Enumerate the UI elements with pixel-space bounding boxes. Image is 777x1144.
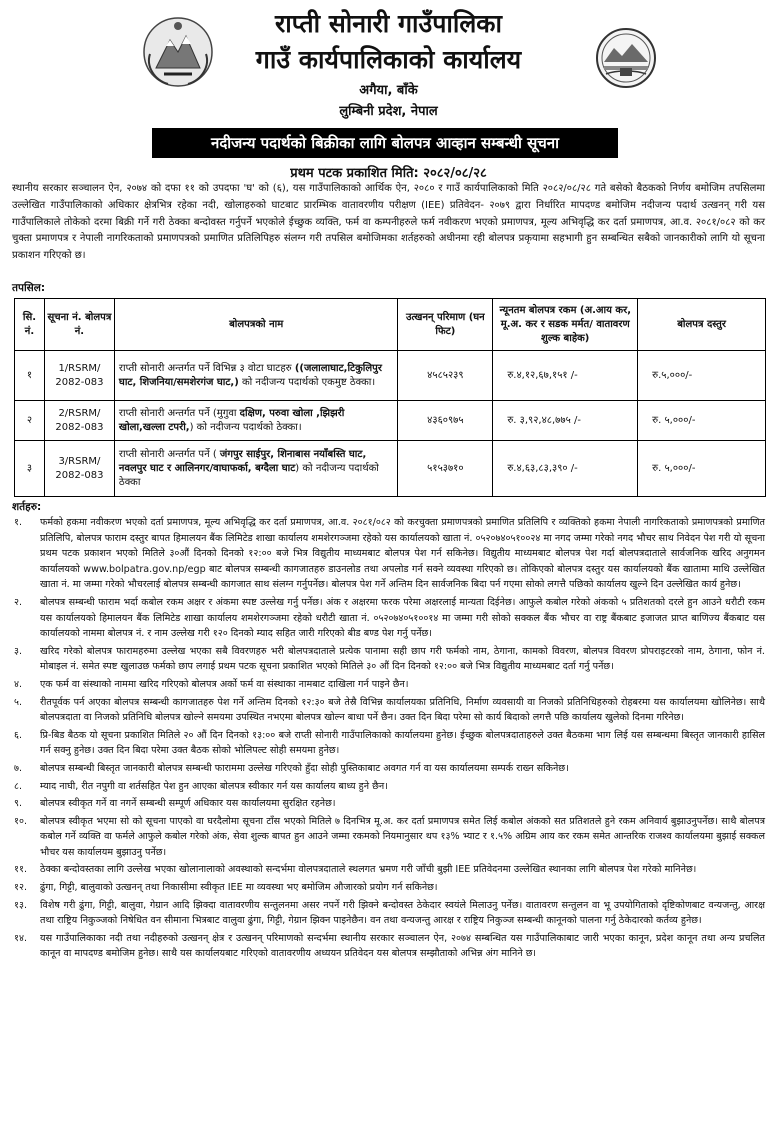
terms-list: [14, 515, 765, 964]
cell-volume: ५१५३७१०: [398, 441, 493, 497]
list-item: [14, 677, 765, 693]
col-header-min-amount: न्यूनतम बोलपत्र रकम (अ.आय कर, मू.अ. कर र सडक मर्मत/ वातावरण शुल्क बाहेक): [493, 299, 638, 351]
term-number: १.: [14, 517, 23, 528]
term-number: १४.: [14, 932, 28, 944]
term-text: म्याद नाघी, रीत नपुगी वा शर्तसहित पेश हुन आएका बोलपत्र स्वीकार गर्न यस कार्यालय बाध्य हुने छैन।: [40, 780, 388, 792]
cell-name: [114, 441, 398, 497]
cell-fee: रु.५,०००/-: [638, 351, 766, 401]
term-number: ६.: [14, 729, 23, 741]
list-item: [14, 796, 765, 812]
term-number: ११.: [14, 864, 28, 876]
list-item: [14, 515, 765, 593]
office-title: गाउँ कार्यपालिकाको कार्यालय: [255, 45, 522, 74]
term-number: ९.: [14, 798, 23, 810]
list-item: [14, 595, 765, 642]
col-header-volume: उत्खनन् परिमाण (घन फिट): [398, 299, 493, 351]
office-location: अगैया, बाँके: [359, 83, 418, 98]
intro-paragraph: स्थानीय सरकार सञ्चालन ऐन, २०७४ को दफा ११ को उपदफा 'घ' को (६), यस गाउँपालिकाको आर्थिक ऐन, २०८० र गाउँ कार्यपालिकाको मिति २०८२/०८/२८ गते बसेको बैठकको निर्णय बमोजिम तपसिलमा उल्लेखित गाउँपालिकाको अधिकार क्षेत्रभित्र रहेका नदी, खोलाहरुको घाटबाट प्रारम्भिक वातावरणीय परीक्षण (IEE) प्रतिवेदन- २०७९ द्वारा निर्धारित मापदण्ड बमोजिम नदीजन्य पदार्थ उत्खनन् गरी यस गाउँपालिकाले तोकेको दरमा बिक्री गर्ने गरी ठेक्का बन्दोवस्त गर्नुपर्ने भएकोले ईच्छुक व्यक्ति, फर्म वा कम्पनीहरुले फर्म नवीकरण भएको प्रमाणपत्र, मूल्य अभिवृद्धि कर दर्ता प्रमाणपत्र, आ.व. २०८१/०८२ को कर चुक्ता प्रमाणपत्र र नेपाली नागरिकताको प्रमाणपत्रको प्रमाणित प्रतिलिपिहरु संलग्न गरी तपसिल बमोजिमका शर्तहरुको अधीनमा रही बोलपत्र प्रकृयामा सहभागी हुन सम्बन्धित सबैको जानकारीको लागि यो सूचना प्रकाशन गरिएको छ।: [12, 183, 765, 262]
term-number: ४.: [14, 678, 23, 690]
cell-fee: रु. ५,०००/-: [638, 441, 766, 497]
tender-table: [14, 298, 766, 497]
term-number: १३.: [14, 899, 28, 911]
term-text: खरिद गरेको बोलपत्र फारामहरुमा उल्लेख भएका सबै विवरणहरु भरी बोलपत्रदाताले प्रत्येक पानामा सही छाप गरी फर्मको नाम, ठेगाना, कामको विवरण, बोलपत्र विवरण प्रोपराइटरको नाम, ठेगाना, फोन नं. मोबाइल नं. समेत स्पष्ट खुलाउछ फर्मको छाप लगाई प्रथम पटक सूचना प्रकाशित भएको मितिले ३० औं दिन दिनको १२:०० बजे भित्र विद्युतीय माध्यमबाट दर्ता गर्नु पर्नेछ।: [40, 645, 765, 673]
term-text: रीतपूर्वक पर्न अएका बोलपत्र सम्बन्धी कागजातहरु पेश गर्ने अन्तिम दिनको १२:३० बजे तेस्रै विभिन्न कार्यालयका प्रतिनिधि, निर्माण व्यवसायी वा निजको प्रतिनिधिहरुको रोहबरमा यस कार्यालयमा खोलिनेछ। साथै बोलपत्रदाता वा निजको प्रतिनिधि बोलपत्र खोल्ने समयमा उपस्थित नभएमा बोलपत्र खोल्न बाधा पर्ने छैन। उक्त दिन बिदा परेमा सो कार्य बिदाको लगत्तै पछि कार्यालय खुलेको दिनमा गरिनेछ।: [40, 696, 765, 724]
term-text: प्रि-बिड बैठक यो सूचना प्रकाशित मितिले २० औं दिन दिनको १३:०० बजे राप्ती सोनारी गाउँपालिकाको कार्यालयमा हुनेछ। ईच्छुक बोलपत्रदाताहरुले उक्त बैठकमा भाग लिई यस सम्बन्धमा बिस्तृत जानकारी हासिल गर्न सक्नु हुनेछ। उक्त दिन बिदा परेमा उक्त बैठक सोको भोलिपल्ट सोही समयमा हुनेछ।: [40, 729, 765, 757]
municipality-title: राप्ती सोनारी गाउँपालिका: [275, 9, 502, 38]
term-number: १२.: [14, 882, 28, 894]
letterhead: [12, 0, 765, 126]
col-header-sn: सि. नं.: [15, 299, 45, 351]
term-text: विशेष गरी ढुंगा, गिट्टी, बालुवा, गेग्रान आदि झिक्दा वातावरणीय सन्तुलनमा असर नपर्ने गरी झिक्ने बन्दोवस्त ठेकेदार स्वयंले मिलाउनु पर्नेछ। वातावरण सन्तुलन वा भू उपयोगिताको दृष्टिकोणबाट वन्यजन्तु, आरक्ष तथा राष्ट्रिय निकुञ्जको निषेधित वन सीमाना भित्रबाट वालुवा ढुंगा, गिट्टी, गेग्रान झिक्न पाइनेछैन। वन तथा वन्यजन्तु आरक्ष र राष्ट्रिय निकुञ्ज सम्बन्धी कानूनको पालना गर्नु ठेकेदारको कर्तव्य हुनेछ।: [40, 899, 765, 927]
notice-title-banner: नदीजन्य पदार्थको बिक्रीका लागि बोलपत्र आव्हान सम्बन्धी सूचना: [152, 128, 618, 158]
term-number: ३.: [14, 645, 23, 657]
table-row: [15, 441, 766, 497]
cell-name-sites: जंगपुर साईपुर, शिनाबास नयाँबस्ति घाट, नवलपुर घाट र आलिनगर/वाघाफर्का, बग्दैला घाट: [118, 448, 367, 474]
cell-name-pre: राप्ती सोनारी अन्तर्गत पर्ने विभिन्न ३ वोटा घाटहरु: [118, 362, 295, 374]
term-text: बोलपत्र सम्बन्धी बिस्तृत जानकारी बोलपत्र सम्बन्धी फाराममा उल्लेख गरिएको हुँदा सोही पुस्तिकाबाट अवगत गर्न वा यस कार्यालयमा सम्पर्क राख्न सकिनेछ।: [40, 762, 569, 774]
list-item: [14, 862, 765, 878]
col-header-ref: सूचना नं. बोलपत्र नं.: [44, 299, 114, 351]
term-text: ढुंगा, गिट्टी, बालुवाको उत्खनन् तथा निकासीमा स्वीकृत IEE मा व्यवस्था भए बमोजिम औजारको प्रयोग गर्न सकिनेछ।: [40, 882, 438, 894]
cell-name-post: को नदीजन्य पदार्थको एकमुष्ट ठेक्का।: [238, 376, 376, 388]
cell-name-pre: राप्ती सोनारी अन्तर्गत पर्ने (मुगुवा: [118, 407, 240, 419]
list-item: [14, 814, 765, 861]
cell-min-amount: रु.४,१२,६७,१५१ /-: [493, 351, 638, 401]
cell-ref: 2/RSRM/ 2082-083: [44, 401, 114, 441]
cell-name-pre: राप्ती सोनारी अन्तर्गत पर्ने (: [118, 448, 220, 460]
cell-ref: 3/RSRM/ 2082-083: [44, 441, 114, 497]
cell-sn: ३: [15, 441, 45, 497]
list-item: [14, 898, 765, 929]
schedule-label: तपसिल:: [12, 282, 46, 294]
cell-name: [114, 351, 398, 401]
term-text: ठेक्का बन्दोवस्तका लागि उल्लेख भएका खोलानालाको अवस्थाको सन्दर्भमा वोलपत्रदाताले स्थलगत भ्रमण गरी जाँची बुझी IEE प्रतिवेदनमा उल्लेखित स्थानका लागि बोलपत्र पेश गरेको मानिनेछ।: [40, 864, 697, 876]
term-text: बोलपत्र स्वीकृत गर्ने वा नगर्ने सम्बन्धी सम्पूर्ण अधिकार यस कार्यालयमा सुरक्षित रहनेछ।: [40, 798, 336, 810]
term-number: ५.: [14, 696, 23, 708]
list-item: [14, 761, 765, 777]
term-text: बोलपत्र स्वीकृत भएमा सो को सूचना पाएको वा घरदैलोमा सूचना टाँस भएको मितिले ७ दिनभित्र मू.अ. कर दर्ता प्रमाणपत्र समेत लिई कबोल अंकको सत प्रतिशतले हुने रकम अनिवार्य बुझाउनुपर्नेछ। साथै बोलपत्र कबोल गर्ने व्यक्ति वा फर्मले आफुले कबोल गरेको अंक, सेवा शुल्क बापत हुन आउने जम्मा रकमको नियमानुसार थप १३% भ्याट र १.५% अग्रिम आय कर रकम समेत आन्तरिक राजश्व कार्यालयमा बुझाई सक्कल भौचर यस कार्यालयम बुझाउनु पर्नेछ।: [40, 815, 765, 858]
term-text: फर्मको हकमा नवीकरण भएको दर्ता प्रमाणपत्र, मूल्य अभिवृद्धि कर दर्ता प्रमाणपत्र, आ.व. २०८१/०८२ को करचुक्ता प्रमाणपत्रको प्रमाणित प्रतिलिपि र व्यक्तिको हकमा नेपाली नागरिकताको प्रमाणपत्रको प्रमाणित प्रतिलिपि, बोलपत्र फाराम दस्तुर बापत हिमालयन बैंक लिमिटेड शाखा कार्यालय शमशेरगञ्जमा रहेको यस कार्यालयको खाता नं. ०५२०७४०५१००२४ मा नगद जम्मा गरेको नगद भौचर साथ निवेदन पेश गरी यो सूचना प्रथम पटक प्रकाशन भएको मितिले ३०औं दिनको दिनको १२:०० बजे भित्र विद्युतीय माध्यमबाट बोलपत्र पेश गर्न सकिनेछ। विद्युतीय माध्यमबाट बोलपत्र पेश गर्दा बोलपत्रदाताले सार्वजनिक खरिद अनुगमन कार्यालयको www.bolpatra.gov.np/egp बाट बोलपत्र सम्बन्धी कागजातहरु डाउनलोड तथा अपलोड गर्न सक्ने व्यवस्था गरिएको छ। तोकिएको बोलपत्र दस्तुर यस कार्यालयको बैंक खातामा माथि उल्लेखित खाता नं. मा जम्मा गरेको भौचरलाई बोलपत्र सम्बन्धी कागजात साथ संलग्न गर्नुपर्नेछ। बोलपत्र पेश गर्ने अन्तिम दिन सार्वजनिक बिदा पर्न गएमा सोको लगत्तै पछिको कार्यालय खुल्ने दिन उल्लेखित कार्य हुनेछ।: [40, 517, 765, 591]
cell-sn: २: [15, 401, 45, 441]
list-item: [14, 880, 765, 896]
term-text: बोलपत्र सम्बन्धी फाराम भर्दा कबोल रकम अक्षर र अंकमा स्पष्ट उल्लेख गर्नु पर्नेछ। अंक र अक्षरमा फरक परेमा अक्षरलाई मान्यता दिईनेछ। आफुले कबोल गरेको अंकको ५ प्रतिशतको दरले हुन आउने धरौटी रकम यस कार्यालयको हिमालयन बैंक लिमिटेड शाखा कार्यालय शमशेरगञ्जमा रहेको धरौटी खाता नं. ०५२०७४०५१००१४ मा जम्मा गरी सोको सक्कल बैंक भौचर वा राष्ट्र बैंकबाट इजाजत प्राप्त बाणिज्य बैंकबाट यस कार्यालयको नाममा बोलपत्र नं. र नाम उल्लेख गरी १२० दिनको म्याद सहित जारी गरिएको बीड बण्ड पेश गर्नु पर्नेछ।: [40, 596, 765, 640]
cell-volume: ४५८५२३९: [398, 351, 493, 401]
cell-name-sites: दक्षिण, परुवा खोला ,झिझरी खोला,खल्ला टपरी,: [118, 407, 345, 433]
cell-name-post: ) को नदीजन्य पदार्थको ठेक्का: [118, 462, 379, 488]
term-number: ७.: [14, 762, 23, 774]
term-number: ८.: [14, 780, 23, 792]
cell-name-sites: ((जलालाघाट,टिकुलिपुर घाट, शिजनिया/समशेरगंज घाट,): [118, 362, 382, 388]
publication-date: प्रथम पटक प्रकाशित मिति: २०८२/०८/२८: [290, 166, 487, 181]
table-header-row: [15, 299, 766, 351]
table-row: [15, 401, 766, 441]
col-header-name: बोलपत्रको नाम: [114, 299, 398, 351]
cell-ref: 1/RSRM/ 2082-083: [44, 351, 114, 401]
list-item: [14, 931, 765, 962]
cell-sn: १: [15, 351, 45, 401]
cell-min-amount: रु.४,६३,८३,३९० /-: [493, 441, 638, 497]
term-text: एक फर्म वा संस्थाको नाममा खरिद गरिएको बोलपत्र अर्को फर्म वा संस्थाका नामबाट दाखिला गर्न पाइने छैन।: [40, 678, 409, 690]
cell-volume: ४३६०९७५: [398, 401, 493, 441]
term-number: २.: [14, 596, 23, 608]
list-item: [14, 779, 765, 795]
col-header-fee: बोलपत्र दस्तुर: [638, 299, 766, 351]
table-row: [15, 351, 766, 401]
cell-name: [114, 401, 398, 441]
terms-label: शर्तहरु:: [12, 501, 42, 513]
cell-name-post: ) को नदीजन्य पदार्थको ठेक्का।: [189, 421, 302, 433]
cell-min-amount: रु. ३,९२,४८,७७५ /-: [493, 401, 638, 441]
term-number: १०.: [14, 815, 28, 827]
list-item: [14, 728, 765, 759]
province-line: लुम्बिनी प्रदेश, नेपाल: [339, 104, 438, 119]
term-text: यस गाउँपालिकाका नदी तथा नदीहरुको उत्खनन् क्षेत्र र उत्खनन् परिमाणको सन्दर्भमा स्थानीय सरकार सञ्चालन ऐन, २०७४ सम्बन्धित यस गाउँपालिकाबाट जारी भएका कानून, प्रदेश कानून तथा अन्य प्रचलित कानून वा मापदण्ड बमोजिम हुनेछ। साथै यस कार्यालयबाट गरिएको वातावरणीय अध्ययन प्रतिवेदन यस बोलपत्र सम्झौताको अभिन्न अंग मानिने छ।: [40, 932, 765, 960]
list-item: [14, 644, 765, 675]
list-item: [14, 695, 765, 726]
cell-fee: रु. ५,०००/-: [638, 401, 766, 441]
